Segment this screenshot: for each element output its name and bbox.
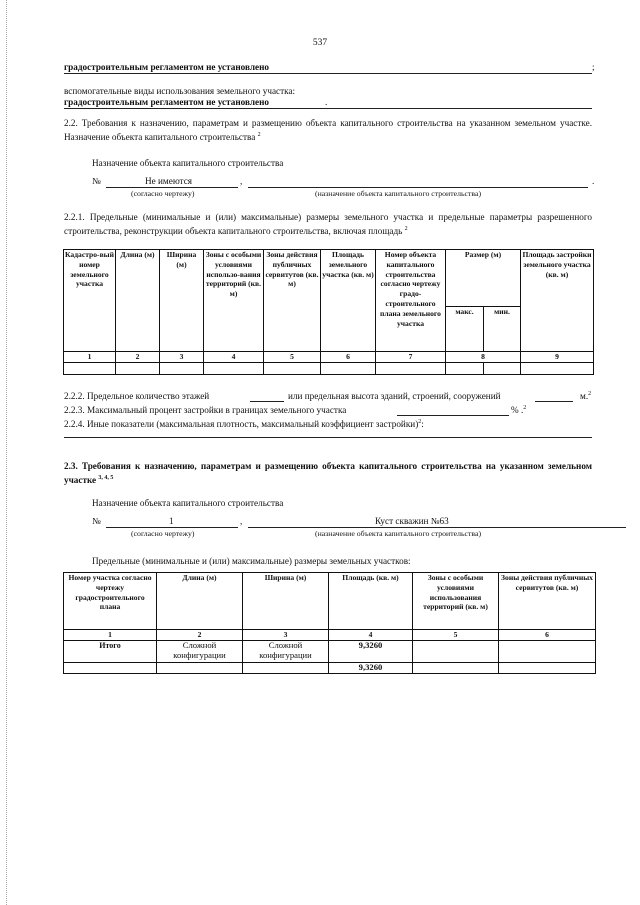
- col-header: Размер (м): [446, 250, 521, 307]
- col-number: 4: [329, 630, 413, 641]
- caption-drawing: (согласно чертежу): [131, 529, 195, 538]
- col-header: Зоны действия публичных сервитутов (кв. м): [499, 573, 596, 630]
- table-cell: [160, 362, 204, 374]
- table-cell: [64, 662, 157, 673]
- object-purpose-value: Куст скважин №63: [375, 516, 449, 526]
- col-subheader: мин.: [484, 307, 521, 352]
- width-value: Сложной конфигурации: [243, 640, 329, 662]
- table-cell: [484, 362, 521, 374]
- col-number: 6: [499, 630, 596, 641]
- purpose-label: Назначение объекта капитального строительства: [92, 158, 284, 168]
- comma: ,: [240, 516, 243, 526]
- table-cell: [521, 362, 594, 374]
- table-cell: [446, 362, 484, 374]
- underline: [106, 187, 238, 188]
- col-number: 7: [376, 352, 446, 363]
- number-sign: №: [92, 516, 101, 526]
- total-label: Итого: [64, 640, 157, 662]
- table-cell: [204, 362, 264, 374]
- col-number: 5: [264, 352, 321, 363]
- col-header: Кадастро-вый номер земельного участка: [64, 250, 116, 352]
- underline: [64, 73, 592, 74]
- col-header: Длина (м): [157, 573, 243, 630]
- col-number: 3: [243, 630, 329, 641]
- table-cell: [157, 662, 243, 673]
- object-number-value: 1: [169, 516, 174, 526]
- col-number: 2: [116, 352, 160, 363]
- col-header: Номер участка согласно чертежу градостроительного плана: [64, 573, 157, 630]
- underline: [248, 527, 626, 528]
- height-unit: м.$^2$: [580, 391, 592, 402]
- parameters-table: [63, 249, 594, 375]
- line-end-mark: .: [592, 176, 595, 186]
- col-number: 3: [160, 352, 204, 363]
- col-number: 1: [64, 630, 157, 641]
- area-value: 9,3260: [329, 640, 413, 662]
- comma: ,: [240, 176, 243, 186]
- underline: [397, 415, 509, 416]
- col-number: 1: [64, 352, 116, 363]
- line-end-mark: .: [325, 97, 328, 107]
- col-number: 4: [204, 352, 264, 363]
- table-cell: [413, 640, 499, 662]
- length-value: Сложной конфигурации: [157, 640, 243, 662]
- building-percent-label: 2.2.3. Максимальный процент застройки в границах земельного участка: [64, 405, 347, 415]
- underline: [250, 401, 284, 402]
- caption-purpose: (назначение объекта капитального строительства): [315, 529, 482, 538]
- table-cell: [116, 362, 160, 374]
- floors-label: 2.2.2. Предельное количество этажей: [64, 391, 210, 401]
- col-number: 2: [157, 630, 243, 641]
- table-cell: [376, 362, 446, 374]
- col-header: Зоны с особыми условиями использо-вания территорий (кв. м): [204, 250, 264, 352]
- col-header: Длина (м): [116, 250, 160, 352]
- line-end-mark: ;: [592, 62, 595, 72]
- height-label: или предельная высота зданий, строений, сооружений: [288, 391, 501, 401]
- object-number-value: Не имеются: [145, 176, 192, 186]
- underline: [64, 437, 592, 438]
- underline: [248, 187, 588, 188]
- col-header: Зоны действия публичных сервитутов (кв. м): [264, 250, 321, 352]
- percent-unit: % .$^2$: [511, 405, 527, 416]
- col-number: 9: [521, 352, 594, 363]
- col-number: 6: [321, 352, 376, 363]
- underline: [535, 401, 573, 402]
- table-cell: [499, 640, 596, 662]
- purpose-label: Назначение объекта капитального строительства: [92, 498, 284, 508]
- aux-uses-label: вспомогательные виды использования земельного участка:: [64, 86, 296, 96]
- col-subheader: макс.: [446, 307, 484, 352]
- table-cell: [413, 662, 499, 673]
- table-cell: [321, 362, 376, 374]
- underline: [64, 108, 592, 109]
- col-header: Площадь земельного участка (кв. м): [321, 250, 376, 352]
- regulation-line-1: градостроительным регламентом не установлено: [64, 62, 269, 72]
- section-2-2-1-text: 2.2.1. Предельные (минимальные и (или) максимальные) размеры земельного участка и предельные параметры разрешенного строительства, реконструкции объекта капитального строительства, включая площадь $^2$: [64, 212, 592, 237]
- col-header: Площадь (кв. м): [329, 573, 413, 630]
- underline: [106, 527, 238, 528]
- area-total-value: 9,3260: [329, 662, 413, 673]
- col-header: Ширина (м): [243, 573, 329, 630]
- col-header: Площадь застройки земельного участка (кв. м): [521, 250, 594, 352]
- section-2-2-text: 2.2. Требования к назначению, параметрам и размещению объекта капитального строительства на указанном земельном участке. Назначение объекта капитального строительства $^2$: [64, 118, 592, 143]
- col-number: 8: [446, 352, 521, 363]
- regulation-line-2: градостроительным регламентом не установлено: [64, 97, 269, 107]
- col-header: Ширина (м): [160, 250, 204, 352]
- limits-label: Предельные (минимальные и (или) максимальные) размеры земельных участков:: [92, 556, 411, 566]
- col-header: Зоны с особыми условиями использования территорий (кв. м): [413, 573, 499, 630]
- col-number: 5: [413, 630, 499, 641]
- caption-drawing: (согласно чертежу): [131, 189, 195, 198]
- table-cell: [64, 362, 116, 374]
- other-indicators-label: 2.2.4. Иные показатели (максимальная плотность, максимальный коэффициент застройки)$^2$:: [64, 419, 424, 430]
- number-sign: №: [92, 176, 101, 186]
- scan-edge: [6, 0, 8, 905]
- table-cell: [499, 662, 596, 673]
- table-cell: [264, 362, 321, 374]
- section-2-3-text: 2.3. Требования к назначению, параметрам и размещению объекта капитального строительства на указанном земельном участке $^{3, 4, 5}$: [64, 461, 592, 486]
- col-header: Номер объекта капитального строительства согласно чертежу градо-строительного плана земельного участка: [376, 250, 446, 352]
- land-plots-table: [63, 572, 596, 674]
- caption-purpose: (назначение объекта капитального строительства): [315, 189, 482, 198]
- table-cell: [243, 662, 329, 673]
- page-number: 537: [312, 38, 328, 48]
